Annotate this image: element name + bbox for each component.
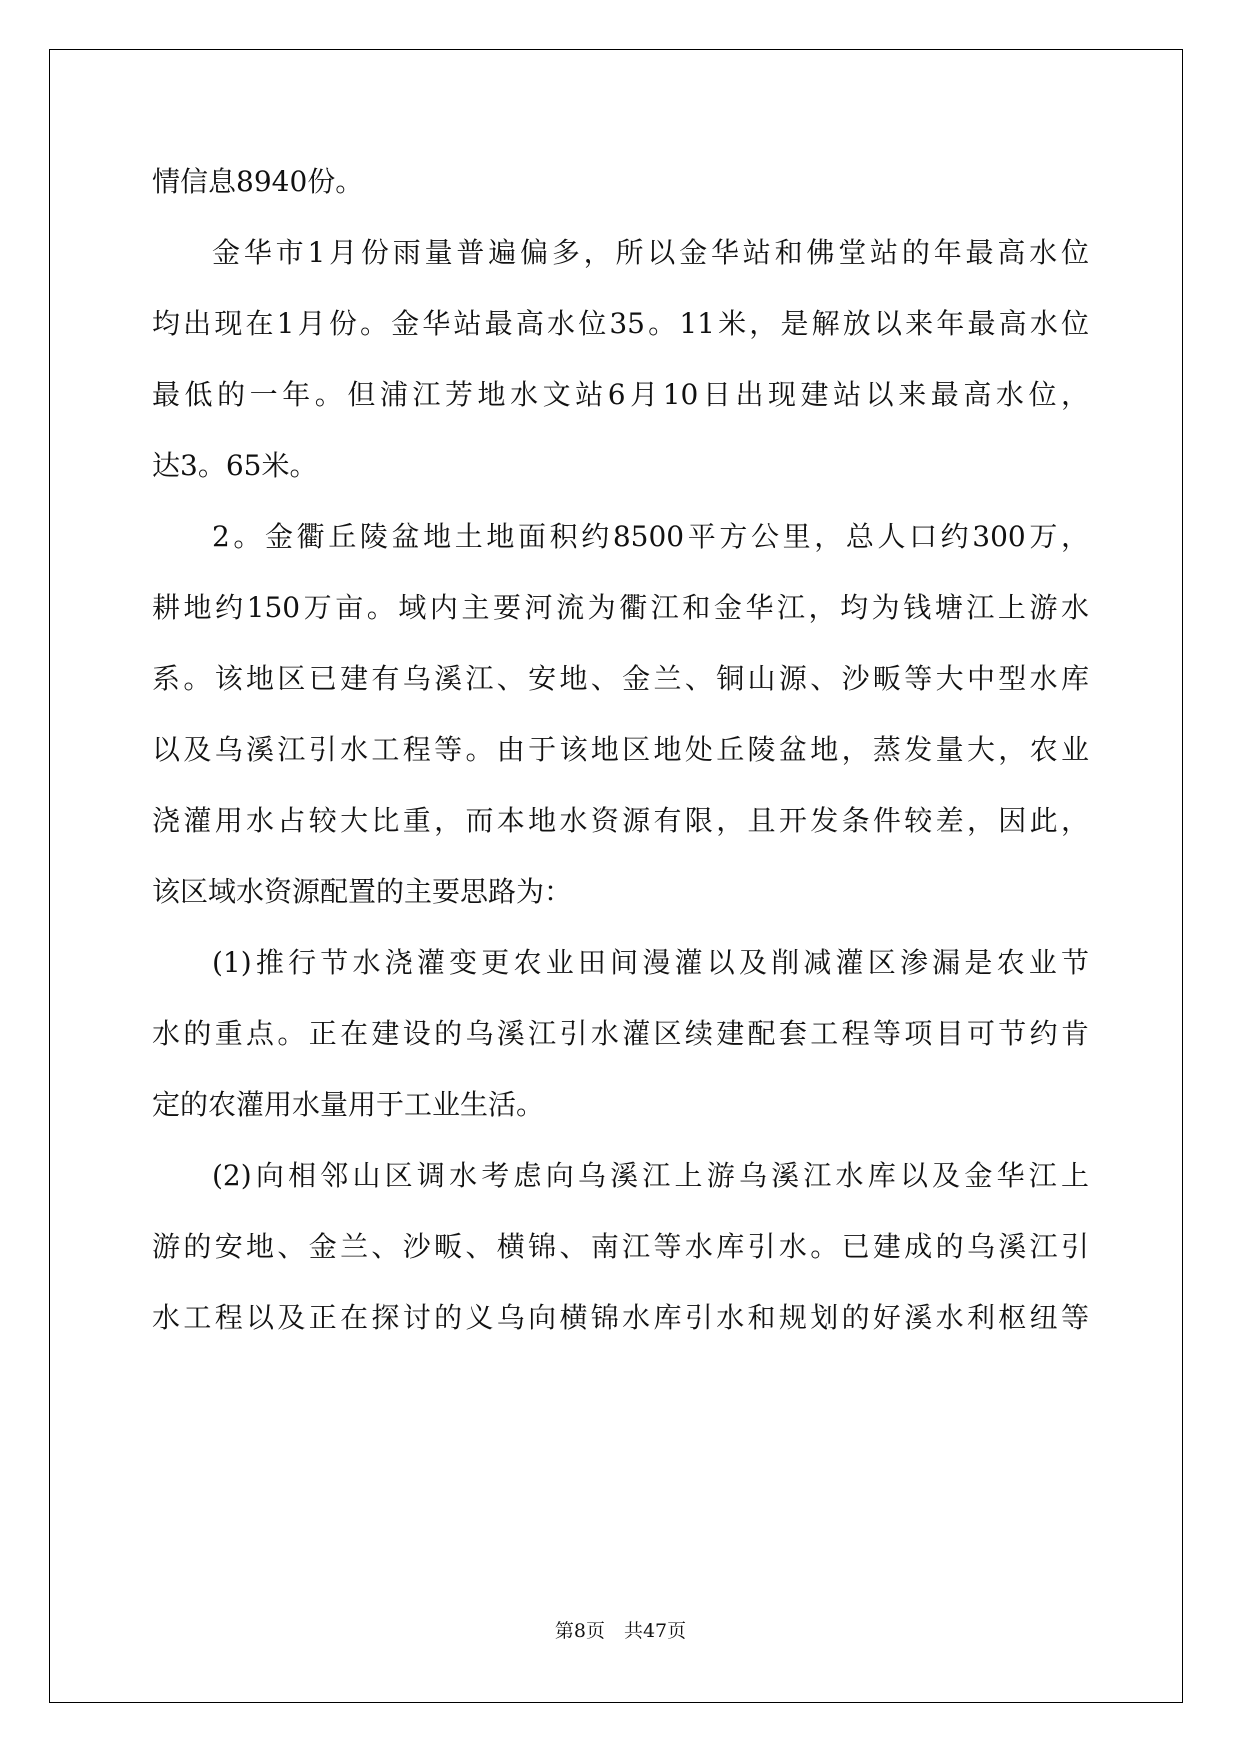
- text-line: 均出现在1月份。金华站最高水位35。11米，是解放以来年最高水位: [152, 307, 1089, 340]
- page-footer: 第8页 共47页: [554, 1620, 687, 1642]
- text-line: 金华市1月份雨量普遍偏多，所以金华站和佛堂站的年最高水位: [212, 236, 1089, 269]
- document-body: [152, 160, 1089, 1367]
- text-line: (2)向相邻山区调水考虑向乌溪江上游乌溪江水库以及金华江上: [212, 1159, 1089, 1192]
- text-line: 水工程以及正在探讨的义乌向横锦水库引水和规划的好溪水利枢纽等: [152, 1301, 1089, 1334]
- text-line: 情信息8940份。: [152, 165, 364, 198]
- text-line: 2。金衢丘陵盆地土地面积约8500平方公里，总人口约300万，: [212, 520, 1089, 553]
- text-line: 最低的一年。但浦江芳地水文站6月10日出现建站以来最高水位，: [152, 378, 1089, 411]
- text-line: 定的农灌用水量用于工业生活。: [152, 1088, 545, 1121]
- text-line: 系。该地区已建有乌溪江、安地、金兰、铜山源、沙畈等大中型水库: [152, 662, 1089, 695]
- text-line: 该区域水资源配置的主要思路为：: [152, 875, 573, 908]
- text-line: 浇灌用水占较大比重，而本地水资源有限，且开发条件较差，因此，: [152, 804, 1089, 837]
- text-line: 水的重点。正在建设的乌溪江引水灌区续建配套工程等项目可节约肯: [152, 1017, 1089, 1050]
- text-line: 以及乌溪江引水工程等。由于该地区地处丘陵盆地，蒸发量大，农业: [152, 733, 1089, 766]
- text-line: (1)推行节水浇灌变更农业田间漫灌以及削减灌区渗漏是农业节: [212, 946, 1089, 979]
- text-line: 达3。65米。: [152, 449, 318, 482]
- text-line: 游的安地、金兰、沙畈、横锦、南江等水库引水。已建成的乌溪江引: [152, 1230, 1089, 1263]
- text-line: 耕地约150万亩。域内主要河流为衢江和金华江，均为钱塘江上游水: [152, 591, 1089, 624]
